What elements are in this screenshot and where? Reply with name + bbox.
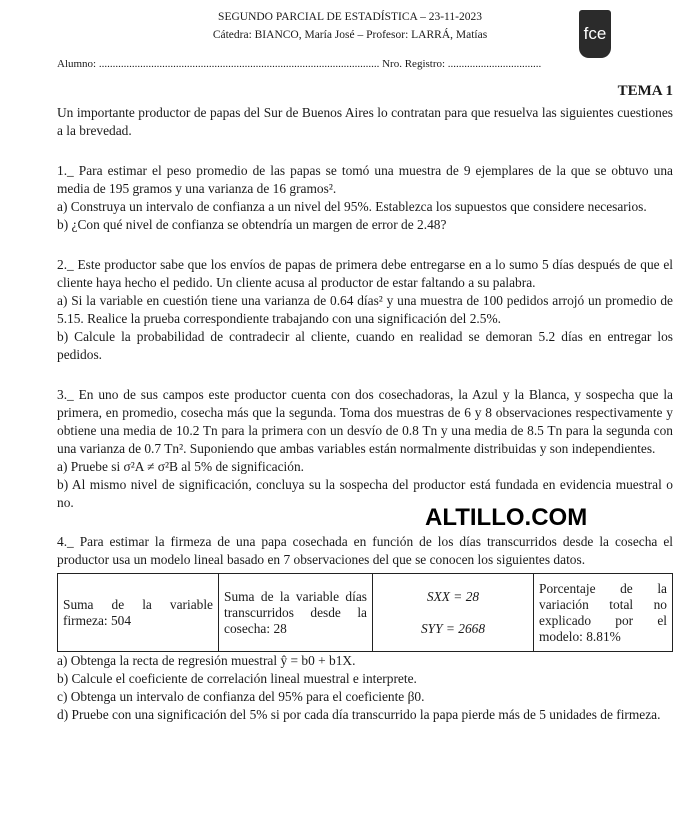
cell-porcentaje: Porcentaje de la variación total no explicado por el modelo: 8.81% [534,574,673,652]
q3-b: b) Al mismo nivel de significación, concluya su la sospecha del productor está fundada en evidencia muestral o no. [57,477,673,510]
q3-a: a) Pruebe si σ²A ≠ σ²B al 5% de significación. [57,459,304,474]
q1-b: b) ¿Con qué nivel de confianza se obtendría un margen de error de 2.48? [57,217,447,232]
question-2 [57,256,673,364]
cell-firmeza: Suma de la variable firmeza: 504 [58,574,219,652]
tema-label: TEMA 1 [617,83,673,99]
question-4 [57,533,673,724]
student-fields: Alumno: ...................................................................................................... Nro. Registro: .................................. [57,58,542,70]
q3-stem: 3._ En uno de sus campos este productor cuenta con dos cosechadoras, la Azul y la Blanca, y sospecha que la primera, en promedio, cosecha más que la segunda. Toma dos muestras de 6 y 8 observaciones respectivamente y obtiene una media de 10.2 Tn para la primera con un desvío de 0.8 Tn y una media de 8.5 Tn para la segunda con una varianza de 0.7 Tn². Suponiendo que ambas variables están normalmente distribuidas y son independientes. [57,387,673,456]
q2-a: a) Si la variable en cuestión tiene una varianza de 0.64 días² y una muestra de 100 pedidos arrojó un promedio de 5.15. Realice la prueba correspondiente trabajando con una significación del 2.5%. [57,293,673,326]
q4-d: d) Pruebe con una significación del 5% si por cada día transcurrido la papa pierde más de 5 unidades de firmeza. [57,707,661,722]
intro: Un importante productor de papas del Sur de Buenos Aires lo contratan para que resuelva las siguientes cuestiones a la brevedad. [57,105,673,138]
syy: SYY = 2668 [420,620,486,636]
q4-a: a) Obtenga la recta de regresión muestral ŷ = b0 + b1X. [57,653,356,668]
q1-a: a) Construya un intervalo de confianza a un nivel del 95%. Establezca los supuestos que considere necesarios. [57,199,647,214]
exam-title: SEGUNDO PARCIAL DE ESTADÍSTICA – 23-11-2023 [218,11,482,23]
cell-dias: Suma de la variable días transcurridos desde la cosecha: 28 [219,574,373,652]
q1-stem: 1._ Para estimar el peso promedio de las papas se tomó una muestra de 9 ejemplares de la que se obtuvo una media de 195 gramos y una varianza de 16 gramos². [57,163,673,196]
q2-b: b) Calcule la probabilidad de contradecir al cliente, cuando en realidad se demoran 5.2 días en entregar los pedidos. [57,329,673,362]
fce-logo: fce [579,10,611,58]
cell-sums [373,574,534,652]
exam-body [57,104,673,724]
question-3 [57,386,673,512]
catedra-line: Cátedra: BIANCO, María José – Profesor: LARRÁ, Matías [212,29,488,41]
sxx: SXX = 28 [426,588,480,604]
q4-b: b) Calcule el coeficiente de correlación lineal muestral e interprete. [57,671,417,686]
data-table [57,573,673,652]
watermark: ALTILLO.COM [425,504,588,531]
q2-stem: 2._ Este productor sabe que los envíos de papas de primera debe entregarse en a lo sumo 5 días después de que el cliente haya hecho el pedido. Un cliente acusa al productor de estar faltando a su palabra. [57,257,673,290]
q4-c: c) Obtenga un intervalo de confianza del 95% para el coeficiente β0. [57,689,425,704]
question-1 [57,162,673,234]
q4-stem: 4._ Para estimar la firmeza de una papa cosechada en función de los días transcurridos desde la cosecha el productor usa un modelo lineal basado en 7 observaciones del que se conocen los siguientes datos. [57,534,673,567]
